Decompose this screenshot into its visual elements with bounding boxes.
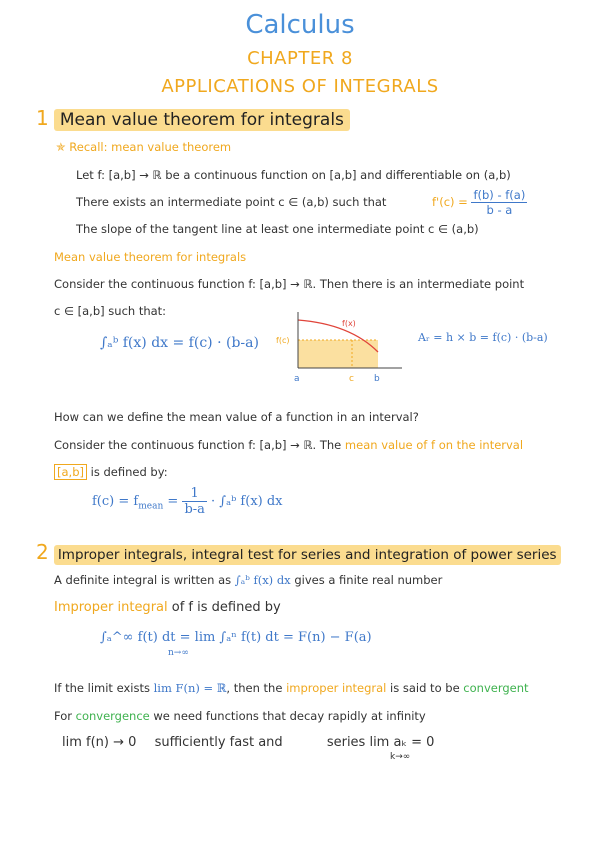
convergence-line: For convergence we need functions that decay rapidly at infinity [54,709,426,723]
recall-label: Recall: mean value theorem [69,140,232,154]
definite-integral-line: A definite integral is written as ∫ₐᵇ f(x) dx gives a finite real number [54,573,443,587]
star-icon: ✯ [56,140,66,154]
chapter-subtitle: APPLICATIONS OF INTEGRALS [161,76,439,97]
area-rectangle [298,340,378,368]
section-number: 2 [36,540,49,564]
section-2-heading [36,540,561,564]
k-subscript: k→∞ [390,752,411,762]
chapter-label: CHAPTER 8 [247,48,353,69]
consider-line-1: Consider the continuous function f: [a,b] → ℝ. Then there is an intermediate point [54,277,525,291]
fc-label: f(c) [276,336,290,345]
improper-def-line: Improper integral of f is defined by [54,600,281,615]
limit-line: If the limit exists lim F(n) = ℝ, then the improper integral is said to be convergent [54,681,529,695]
section-1-heading [36,106,350,130]
interval-line: [a,b] is defined by: [54,465,168,479]
area-formula: Aᵣ = h × b = f(c) · (b-a) [418,331,548,344]
curve-label: f(x) [342,319,356,328]
interval-box: [a,b] [54,464,87,480]
page-title: Calculus [245,10,355,40]
mean-value-formula: $f(c) = f_{mean}$ = $\frac{1}{b-a}$ · ∫ₐᵇ f(x) dx [92,486,283,517]
section-title: Improper integrals, integral test for series and integration of power series [54,545,561,565]
final-line: lim f(n) → 0 sufficiently fast and series lim aₖ = 0 [62,735,435,750]
consider-line-2: c ∈ [a,b] such that: [54,304,167,318]
a-label: a [294,374,300,384]
mvt-graph [270,310,410,386]
improper-formula: ∫ₐ^∞ f(t) dt = lim ∫ₐⁿ f(t) dt = F(n) − F(a) [100,630,372,645]
c-label: c [349,374,354,384]
recall-line-1: Let f: [a,b] → ℝ be a continuous function on [a,b] and differentiable on (a,b) [76,168,511,182]
lim-subscript: n→∞ [168,648,189,658]
b-label: b [374,374,380,384]
recall-row [56,140,231,154]
mvt-derivative-formula: f'(c) = $\frac{f(b) - f(a)}{b - a}$ [432,188,526,217]
mean-value-question: How can we define the mean value of a function in an interval? [54,410,419,424]
recall-line-2: There exists an intermediate point c ∈ (a,b) such that [76,195,387,209]
section-title: Mean value theorem for integrals [54,109,350,131]
integral-formula: ∫ₐᵇ f(x) dx = f(c) · (b-a) [100,335,259,351]
recall-line-3: The slope of the tangent line at least one intermediate point c ∈ (a,b) [76,222,479,236]
section-number: 1 [36,106,49,130]
consider-line-3: Consider the continuous function f: [a,b] → ℝ. The mean value of f on the interval [54,438,524,452]
mvt-integrals-heading: Mean value theorem for integrals [54,250,247,264]
